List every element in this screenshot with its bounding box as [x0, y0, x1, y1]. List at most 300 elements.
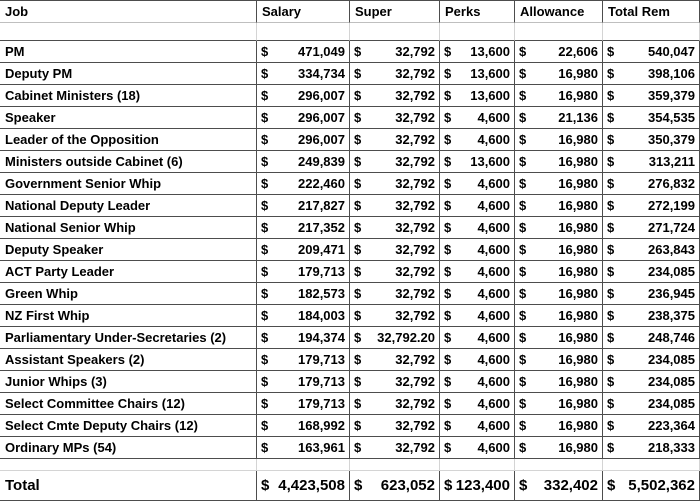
currency-symbol: $ — [607, 308, 615, 323]
cell-value: 234,085 — [648, 352, 695, 367]
currency-symbol: $ — [444, 308, 452, 323]
cell-value: 4,423,508 — [278, 477, 345, 494]
empty-cell[interactable] — [440, 459, 515, 471]
header-row — [0, 1, 700, 23]
cell-perks[interactable] — [440, 85, 515, 107]
cell-allowance[interactable] — [515, 239, 603, 261]
currency-symbol: $ — [519, 88, 527, 103]
currency-symbol: $ — [607, 477, 616, 494]
cell-value: 623,052 — [380, 477, 435, 494]
currency-symbol: $ — [519, 154, 527, 169]
currency-symbol: $ — [354, 330, 362, 345]
cell-super[interactable] — [350, 173, 440, 195]
currency-symbol: $ — [607, 66, 615, 81]
cell-salary[interactable] — [257, 107, 350, 129]
currency-symbol: $ — [607, 440, 615, 455]
cell-value: 16,980 — [558, 418, 598, 433]
cell-job[interactable]: Total — [0, 471, 257, 501]
cell-allowance[interactable] — [515, 63, 603, 85]
cell-super[interactable] — [350, 129, 440, 151]
currency-symbol: $ — [261, 88, 269, 103]
cell-value: 182,573 — [298, 286, 345, 301]
currency-symbol: $ — [519, 66, 527, 81]
column-header-super[interactable]: Super — [350, 1, 440, 23]
cell-value: 4,600 — [477, 220, 510, 235]
cell-super[interactable] — [350, 471, 440, 501]
total-row — [0, 471, 700, 501]
cell-value: 22,606 — [558, 44, 598, 59]
cell-super[interactable] — [350, 305, 440, 327]
cell-value: 236,945 — [648, 286, 695, 301]
currency-symbol: $ — [444, 396, 452, 411]
cell-salary[interactable] — [257, 415, 350, 437]
currency-symbol: $ — [261, 396, 269, 411]
cell-super[interactable] — [350, 393, 440, 415]
column-header-total-rem[interactable]: Total Rem — [603, 1, 700, 23]
empty-row — [0, 459, 700, 471]
cell-value: 32,792.20 — [377, 330, 435, 345]
cell-total-rem[interactable] — [603, 305, 700, 327]
currency-symbol: $ — [444, 418, 452, 433]
cell-value: 16,980 — [558, 66, 598, 81]
cell-super[interactable] — [350, 415, 440, 437]
cell-allowance[interactable] — [515, 305, 603, 327]
currency-symbol: $ — [444, 110, 452, 125]
currency-symbol: $ — [519, 132, 527, 147]
cell-allowance[interactable] — [515, 437, 603, 459]
cell-job[interactable]: Junior Whips (3) — [0, 371, 257, 393]
currency-symbol: $ — [519, 264, 527, 279]
currency-symbol: $ — [354, 308, 362, 323]
cell-salary[interactable] — [257, 63, 350, 85]
currency-symbol: $ — [607, 286, 615, 301]
cell-allowance[interactable] — [515, 41, 603, 63]
cell-salary[interactable] — [257, 239, 350, 261]
currency-symbol: $ — [354, 374, 362, 389]
table-row — [0, 173, 700, 195]
cell-perks[interactable] — [440, 371, 515, 393]
cell-job[interactable]: Leader of the Opposition — [0, 129, 257, 151]
cell-total-rem[interactable] — [603, 471, 700, 501]
cell-value: 217,352 — [298, 220, 345, 235]
cell-value: 32,792 — [395, 198, 435, 213]
cell-perks[interactable] — [440, 63, 515, 85]
empty-cell[interactable] — [0, 459, 257, 471]
cell-value: 249,839 — [298, 154, 345, 169]
table-row — [0, 107, 700, 129]
currency-symbol: $ — [607, 154, 615, 169]
cell-job[interactable]: National Senior Whip — [0, 217, 257, 239]
cell-salary[interactable] — [257, 305, 350, 327]
cell-super[interactable] — [350, 41, 440, 63]
currency-symbol: $ — [607, 44, 615, 59]
currency-symbol: $ — [444, 176, 452, 191]
cell-value: 32,792 — [395, 110, 435, 125]
cell-value: 32,792 — [395, 286, 435, 301]
currency-symbol: $ — [519, 330, 527, 345]
cell-total-rem[interactable] — [603, 327, 700, 349]
currency-symbol: $ — [519, 286, 527, 301]
cell-value: 16,980 — [558, 264, 598, 279]
cell-job[interactable]: Parliamentary Under-Secretaries (2) — [0, 327, 257, 349]
cell-super[interactable] — [350, 327, 440, 349]
cell-super[interactable] — [350, 239, 440, 261]
currency-symbol: $ — [261, 330, 269, 345]
currency-symbol: $ — [261, 352, 269, 367]
empty-cell[interactable] — [350, 23, 440, 41]
currency-symbol: $ — [261, 132, 269, 147]
cell-perks[interactable] — [440, 41, 515, 63]
cell-value: 13,600 — [470, 66, 510, 81]
column-header-perks[interactable]: Perks — [440, 1, 515, 23]
cell-job[interactable]: Assistant Speakers (2) — [0, 349, 257, 371]
cell-perks[interactable] — [440, 305, 515, 327]
cell-allowance[interactable] — [515, 195, 603, 217]
cell-value: 16,980 — [558, 286, 598, 301]
cell-allowance[interactable] — [515, 371, 603, 393]
table-row — [0, 371, 700, 393]
cell-value: 16,980 — [558, 330, 598, 345]
cell-allowance[interactable] — [515, 283, 603, 305]
cell-total-rem[interactable] — [603, 107, 700, 129]
table-row — [0, 393, 700, 415]
cell-salary[interactable] — [257, 173, 350, 195]
cell-super[interactable] — [350, 371, 440, 393]
currency-symbol: $ — [261, 242, 269, 257]
currency-symbol: $ — [354, 154, 362, 169]
cell-super[interactable] — [350, 63, 440, 85]
currency-symbol: $ — [607, 176, 615, 191]
cell-value: 4,600 — [477, 198, 510, 213]
cell-super[interactable] — [350, 349, 440, 371]
empty-cell[interactable] — [257, 459, 350, 471]
currency-symbol: $ — [354, 242, 362, 257]
cell-job[interactable]: Government Senior Whip — [0, 173, 257, 195]
cell-value: 5,502,362 — [628, 477, 695, 494]
cell-value: 398,106 — [648, 66, 695, 81]
cell-value: 238,375 — [648, 308, 695, 323]
cell-job[interactable]: Select Committee Chairs (12) — [0, 393, 257, 415]
cell-allowance[interactable] — [515, 129, 603, 151]
currency-symbol: $ — [261, 44, 269, 59]
cell-value: 296,007 — [298, 132, 345, 147]
currency-symbol: $ — [444, 286, 452, 301]
currency-symbol: $ — [607, 330, 615, 345]
cell-allowance[interactable] — [515, 173, 603, 195]
currency-symbol: $ — [261, 286, 269, 301]
currency-symbol: $ — [607, 264, 615, 279]
cell-value: 4,600 — [477, 264, 510, 279]
cell-salary[interactable] — [257, 471, 350, 501]
currency-symbol: $ — [261, 176, 269, 191]
cell-value: 350,379 — [648, 132, 695, 147]
empty-row — [0, 23, 700, 41]
cell-total-rem[interactable] — [603, 239, 700, 261]
cell-allowance[interactable] — [515, 151, 603, 173]
cell-total-rem[interactable] — [603, 129, 700, 151]
currency-symbol: $ — [444, 440, 452, 455]
cell-value: 217,827 — [298, 198, 345, 213]
cell-value: 32,792 — [395, 352, 435, 367]
cell-super[interactable] — [350, 261, 440, 283]
cell-value: 32,792 — [395, 264, 435, 279]
cell-salary[interactable] — [257, 41, 350, 63]
currency-symbol: $ — [519, 242, 527, 257]
cell-value: 16,980 — [558, 176, 598, 191]
cell-value: 471,049 — [298, 44, 345, 59]
currency-symbol: $ — [607, 220, 615, 235]
cell-value: 248,746 — [648, 330, 695, 345]
cell-value: 13,600 — [470, 154, 510, 169]
cell-value: 179,713 — [298, 374, 345, 389]
cell-value: 354,535 — [648, 110, 695, 125]
cell-value: 32,792 — [395, 220, 435, 235]
cell-salary[interactable] — [257, 129, 350, 151]
cell-value: 16,980 — [558, 440, 598, 455]
column-header-salary[interactable]: Salary — [257, 1, 350, 23]
cell-salary[interactable] — [257, 349, 350, 371]
cell-salary[interactable] — [257, 283, 350, 305]
cell-allowance[interactable] — [515, 393, 603, 415]
currency-symbol: $ — [354, 440, 362, 455]
cell-value: 32,792 — [395, 132, 435, 147]
cell-value: 32,792 — [395, 308, 435, 323]
cell-total-rem[interactable] — [603, 437, 700, 459]
cell-total-rem[interactable] — [603, 283, 700, 305]
cell-perks[interactable] — [440, 327, 515, 349]
cell-value: 16,980 — [558, 374, 598, 389]
cell-perks[interactable] — [440, 173, 515, 195]
cell-value: 4,600 — [477, 110, 510, 125]
table-row — [0, 327, 700, 349]
cell-job[interactable]: NZ First Whip — [0, 305, 257, 327]
empty-cell[interactable] — [350, 459, 440, 471]
cell-job[interactable]: Select Cmte Deputy Chairs (12) — [0, 415, 257, 437]
cell-perks[interactable] — [440, 393, 515, 415]
currency-symbol: $ — [261, 66, 269, 81]
currency-symbol: $ — [354, 66, 362, 81]
currency-symbol: $ — [607, 418, 615, 433]
cell-total-rem[interactable] — [603, 261, 700, 283]
cell-total-rem[interactable] — [603, 217, 700, 239]
cell-salary[interactable] — [257, 393, 350, 415]
cell-value: 4,600 — [477, 330, 510, 345]
cell-total-rem[interactable] — [603, 173, 700, 195]
cell-value: 4,600 — [477, 440, 510, 455]
cell-perks[interactable] — [440, 217, 515, 239]
cell-perks[interactable] — [440, 283, 515, 305]
cell-value: 218,333 — [648, 440, 695, 455]
cell-value: 21,136 — [558, 110, 598, 125]
cell-value: 163,961 — [298, 440, 345, 455]
cell-job[interactable]: Ministers outside Cabinet (6) — [0, 151, 257, 173]
currency-symbol: $ — [354, 477, 363, 494]
empty-cell[interactable] — [257, 23, 350, 41]
currency-symbol: $ — [607, 110, 615, 125]
cell-value: 16,980 — [558, 154, 598, 169]
cell-allowance[interactable] — [515, 327, 603, 349]
cell-allowance[interactable] — [515, 471, 603, 501]
cell-value: 334,734 — [298, 66, 345, 81]
cell-salary[interactable] — [257, 371, 350, 393]
table-row — [0, 415, 700, 437]
cell-perks[interactable] — [440, 261, 515, 283]
cell-perks[interactable] — [440, 437, 515, 459]
empty-cell[interactable] — [440, 23, 515, 41]
cell-total-rem[interactable] — [603, 63, 700, 85]
cell-value: 223,364 — [648, 418, 695, 433]
currency-symbol: $ — [444, 132, 452, 147]
cell-super[interactable] — [350, 437, 440, 459]
cell-value: 16,980 — [558, 352, 598, 367]
table-row — [0, 41, 700, 63]
empty-cell[interactable] — [515, 23, 603, 41]
cell-total-rem[interactable] — [603, 41, 700, 63]
cell-salary[interactable] — [257, 85, 350, 107]
cell-value: 13,600 — [470, 44, 510, 59]
currency-symbol: $ — [261, 374, 269, 389]
cell-salary[interactable] — [257, 151, 350, 173]
cell-perks[interactable] — [440, 239, 515, 261]
cell-allowance[interactable] — [515, 415, 603, 437]
cell-salary[interactable] — [257, 327, 350, 349]
currency-symbol: $ — [519, 352, 527, 367]
cell-value: 4,600 — [477, 286, 510, 301]
cell-allowance[interactable] — [515, 349, 603, 371]
cell-job[interactable]: Speaker — [0, 107, 257, 129]
currency-symbol: $ — [354, 286, 362, 301]
cell-value: 13,600 — [470, 88, 510, 103]
cell-value: 16,980 — [558, 220, 598, 235]
currency-symbol: $ — [261, 264, 269, 279]
cell-allowance[interactable] — [515, 217, 603, 239]
currency-symbol: $ — [354, 44, 362, 59]
cell-job[interactable]: ACT Party Leader — [0, 261, 257, 283]
table-row — [0, 261, 700, 283]
cell-salary[interactable] — [257, 195, 350, 217]
currency-symbol: $ — [444, 352, 452, 367]
cell-total-rem[interactable] — [603, 393, 700, 415]
cell-value: 16,980 — [558, 308, 598, 323]
table-row — [0, 239, 700, 261]
cell-total-rem[interactable] — [603, 349, 700, 371]
empty-cell[interactable] — [603, 23, 700, 41]
cell-value: 194,374 — [298, 330, 345, 345]
currency-symbol: $ — [519, 198, 527, 213]
cell-perks[interactable] — [440, 195, 515, 217]
cell-total-rem[interactable] — [603, 415, 700, 437]
cell-value: 272,199 — [648, 198, 695, 213]
currency-symbol: $ — [261, 154, 269, 169]
cell-value: 184,003 — [298, 308, 345, 323]
currency-symbol: $ — [444, 220, 452, 235]
cell-value: 4,600 — [477, 418, 510, 433]
table-row — [0, 349, 700, 371]
cell-value: 540,047 — [648, 44, 695, 59]
cell-value: 179,713 — [298, 396, 345, 411]
table-row — [0, 151, 700, 173]
currency-symbol: $ — [354, 352, 362, 367]
cell-super[interactable] — [350, 283, 440, 305]
cell-super[interactable] — [350, 217, 440, 239]
cell-value: 123,400 — [455, 477, 510, 494]
cell-value: 32,792 — [395, 374, 435, 389]
column-header-allowance[interactable]: Allowance — [515, 1, 603, 23]
cell-super[interactable] — [350, 107, 440, 129]
cell-perks[interactable] — [440, 415, 515, 437]
empty-cell[interactable] — [0, 23, 257, 41]
currency-symbol: $ — [519, 176, 527, 191]
cell-super[interactable] — [350, 85, 440, 107]
currency-symbol: $ — [444, 66, 452, 81]
cell-job[interactable]: PM — [0, 41, 257, 63]
cell-total-rem[interactable] — [603, 195, 700, 217]
cell-job[interactable]: Deputy PM — [0, 63, 257, 85]
empty-cell[interactable] — [603, 459, 700, 471]
cell-total-rem[interactable] — [603, 151, 700, 173]
cell-value: 209,471 — [298, 242, 345, 257]
cell-allowance[interactable] — [515, 107, 603, 129]
cell-allowance[interactable] — [515, 261, 603, 283]
cell-value: 296,007 — [298, 110, 345, 125]
cell-value: 16,980 — [558, 396, 598, 411]
cell-value: 168,992 — [298, 418, 345, 433]
currency-symbol: $ — [607, 242, 615, 257]
cell-value: 179,713 — [298, 264, 345, 279]
cell-perks[interactable] — [440, 471, 515, 501]
cell-super[interactable] — [350, 151, 440, 173]
cell-perks[interactable] — [440, 107, 515, 129]
cell-job[interactable]: Cabinet Ministers (18) — [0, 85, 257, 107]
cell-value: 234,085 — [648, 396, 695, 411]
cell-value: 271,724 — [648, 220, 695, 235]
cell-job[interactable]: Green Whip — [0, 283, 257, 305]
cell-value: 4,600 — [477, 396, 510, 411]
cell-allowance[interactable] — [515, 85, 603, 107]
table-row — [0, 85, 700, 107]
currency-symbol: $ — [607, 396, 615, 411]
currency-symbol: $ — [444, 88, 452, 103]
cell-salary[interactable] — [257, 261, 350, 283]
cell-value: 32,792 — [395, 242, 435, 257]
column-header-job[interactable]: Job — [0, 1, 257, 23]
cell-salary[interactable] — [257, 437, 350, 459]
cell-value: 16,980 — [558, 132, 598, 147]
cell-value: 32,792 — [395, 154, 435, 169]
cell-salary[interactable] — [257, 217, 350, 239]
cell-super[interactable] — [350, 195, 440, 217]
cell-value: 16,980 — [558, 88, 598, 103]
cell-job[interactable]: Deputy Speaker — [0, 239, 257, 261]
cell-perks[interactable] — [440, 349, 515, 371]
table-row — [0, 129, 700, 151]
currency-symbol: $ — [354, 176, 362, 191]
cell-total-rem[interactable] — [603, 85, 700, 107]
currency-symbol: $ — [261, 308, 269, 323]
cell-value: 32,792 — [395, 88, 435, 103]
currency-symbol: $ — [354, 132, 362, 147]
cell-perks[interactable] — [440, 129, 515, 151]
cell-job[interactable]: Ordinary MPs (54) — [0, 437, 257, 459]
cell-value: 32,792 — [395, 440, 435, 455]
cell-job[interactable]: National Deputy Leader — [0, 195, 257, 217]
cell-value: 4,600 — [477, 352, 510, 367]
cell-value: 32,792 — [395, 44, 435, 59]
empty-cell[interactable] — [515, 459, 603, 471]
cell-perks[interactable] — [440, 151, 515, 173]
cell-total-rem[interactable] — [603, 371, 700, 393]
currency-symbol: $ — [444, 154, 452, 169]
